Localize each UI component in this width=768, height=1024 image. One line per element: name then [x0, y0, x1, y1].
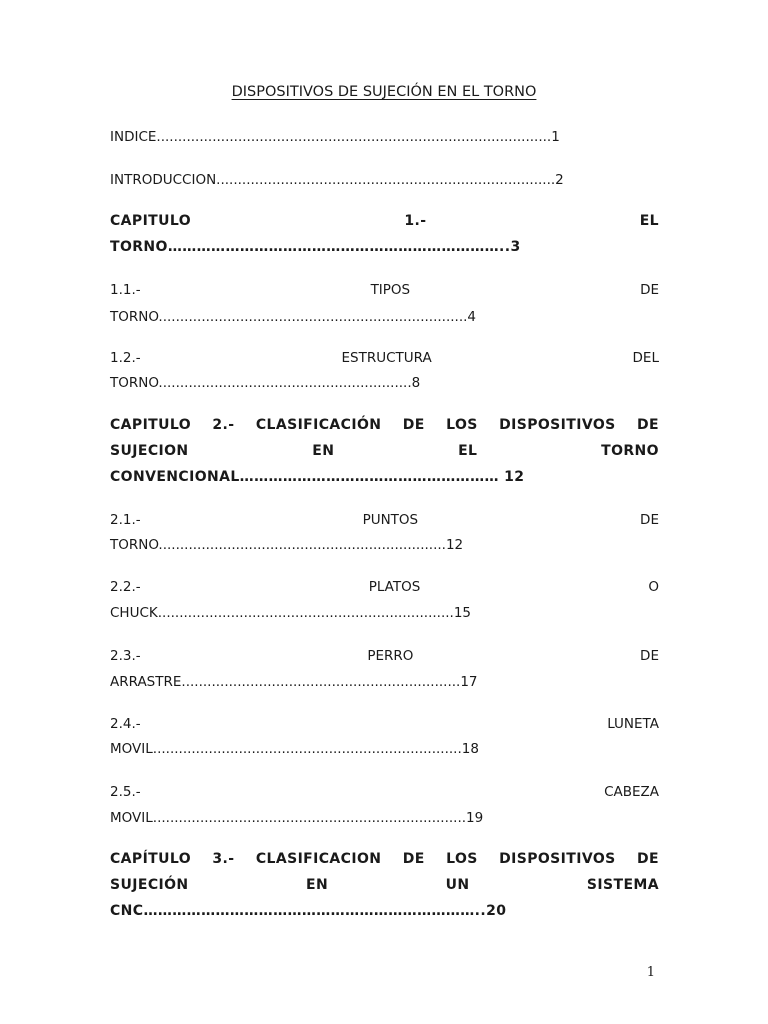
word: DISPOSITIVOS	[499, 417, 616, 433]
word: ESTRUCTURA	[341, 350, 432, 366]
word: CLASIFICACION	[255, 851, 382, 867]
word: 1.-	[404, 213, 427, 229]
toc-chapter-3-line-1	[110, 851, 659, 867]
word: PUNTOS	[362, 512, 419, 528]
toc-chapter-3-line-2	[110, 877, 659, 893]
word: LOS	[446, 851, 478, 867]
word: 2.3.-	[110, 648, 141, 664]
word: DISPOSITIVOS	[499, 851, 616, 867]
toc-entry-2-1-line-1	[110, 512, 659, 528]
toc-entry-indice: INDICE............................................................................................1	[110, 129, 560, 145]
word: 2.5.-	[110, 784, 141, 800]
word: DE	[640, 282, 659, 298]
word: DE	[636, 417, 659, 433]
document-title: DISPOSITIVOS DE SUJECIÓN EN EL TORNO	[231, 84, 537, 100]
word: 2.2.-	[110, 579, 141, 595]
word: 2.1.-	[110, 512, 141, 528]
toc-entry-2-4-line-1	[110, 716, 659, 732]
word: DE	[640, 512, 659, 528]
word: TORNO	[601, 443, 659, 459]
word: 1.1.-	[110, 282, 141, 298]
word: LOS	[446, 417, 478, 433]
toc-chapter-1-line-2: TORNO……………………………………………………………..3	[110, 239, 521, 255]
word: CAPÍTULO	[110, 851, 192, 867]
toc-entry-2-2-line-2: CHUCK.....................................................................15	[110, 605, 472, 621]
toc-chapter-1-line-1	[110, 213, 659, 229]
word: EN	[306, 877, 329, 893]
toc-entry-2-5-line-2: MOVIL.........................................................................19	[110, 810, 484, 826]
toc-entry-2-3-line-2: ARRASTRE.................................................................17	[110, 674, 478, 690]
word: UN	[445, 877, 470, 893]
word: EN	[312, 443, 335, 459]
word: DE	[636, 851, 659, 867]
word: DE	[402, 417, 425, 433]
word: CAPITULO	[110, 417, 192, 433]
word: PLATOS	[368, 579, 421, 595]
word: CLASIFICACIÓN	[255, 417, 382, 433]
toc-entry-2-5-line-1	[110, 784, 659, 800]
toc-entry-2-3-line-1	[110, 648, 659, 664]
toc-chapter-3-line-3: CNC……………………………………………………………..20	[110, 903, 507, 919]
word: SUJECIÓN	[110, 877, 189, 893]
toc-chapter-2-line-3: CONVENCIONAL……………………………………………… 12	[110, 469, 525, 485]
word: 1.2.-	[110, 350, 141, 366]
toc-chapter-2-line-1	[110, 417, 659, 433]
word: 2.-	[212, 417, 235, 433]
toc-entry-1-1-line-1	[110, 282, 659, 298]
word: LUNETA	[607, 716, 659, 732]
word: 2.4.-	[110, 716, 141, 732]
toc-entry-2-4-line-2: MOVIL........................................................................18	[110, 741, 479, 757]
word: PERRO	[367, 648, 414, 664]
toc-entry-2-1-line-2: TORNO...................................................................12	[110, 537, 464, 553]
word: TIPOS	[370, 282, 411, 298]
word: DE	[402, 851, 425, 867]
toc-entry-introduccion: INTRODUCCION...............................................................................2	[110, 172, 564, 188]
word: EL	[458, 443, 478, 459]
word: SUJECION	[110, 443, 189, 459]
toc-entry-1-2-line-1	[110, 350, 659, 366]
word: SISTEMA	[586, 877, 659, 893]
toc-entry-2-2-line-1	[110, 579, 659, 595]
word: EL	[639, 213, 659, 229]
word: DEL	[632, 350, 659, 366]
page-number: 1	[646, 965, 655, 980]
toc-entry-1-2-line-2: TORNO...........................................................8	[110, 375, 421, 391]
word: O	[648, 579, 659, 595]
word: 3.-	[212, 851, 235, 867]
word: CABEZA	[604, 784, 659, 800]
toc-chapter-2-line-2	[110, 443, 659, 459]
word: CAPITULO	[110, 213, 192, 229]
word: DE	[640, 648, 659, 664]
toc-entry-1-1-line-2: TORNO........................................................................4	[110, 309, 476, 325]
